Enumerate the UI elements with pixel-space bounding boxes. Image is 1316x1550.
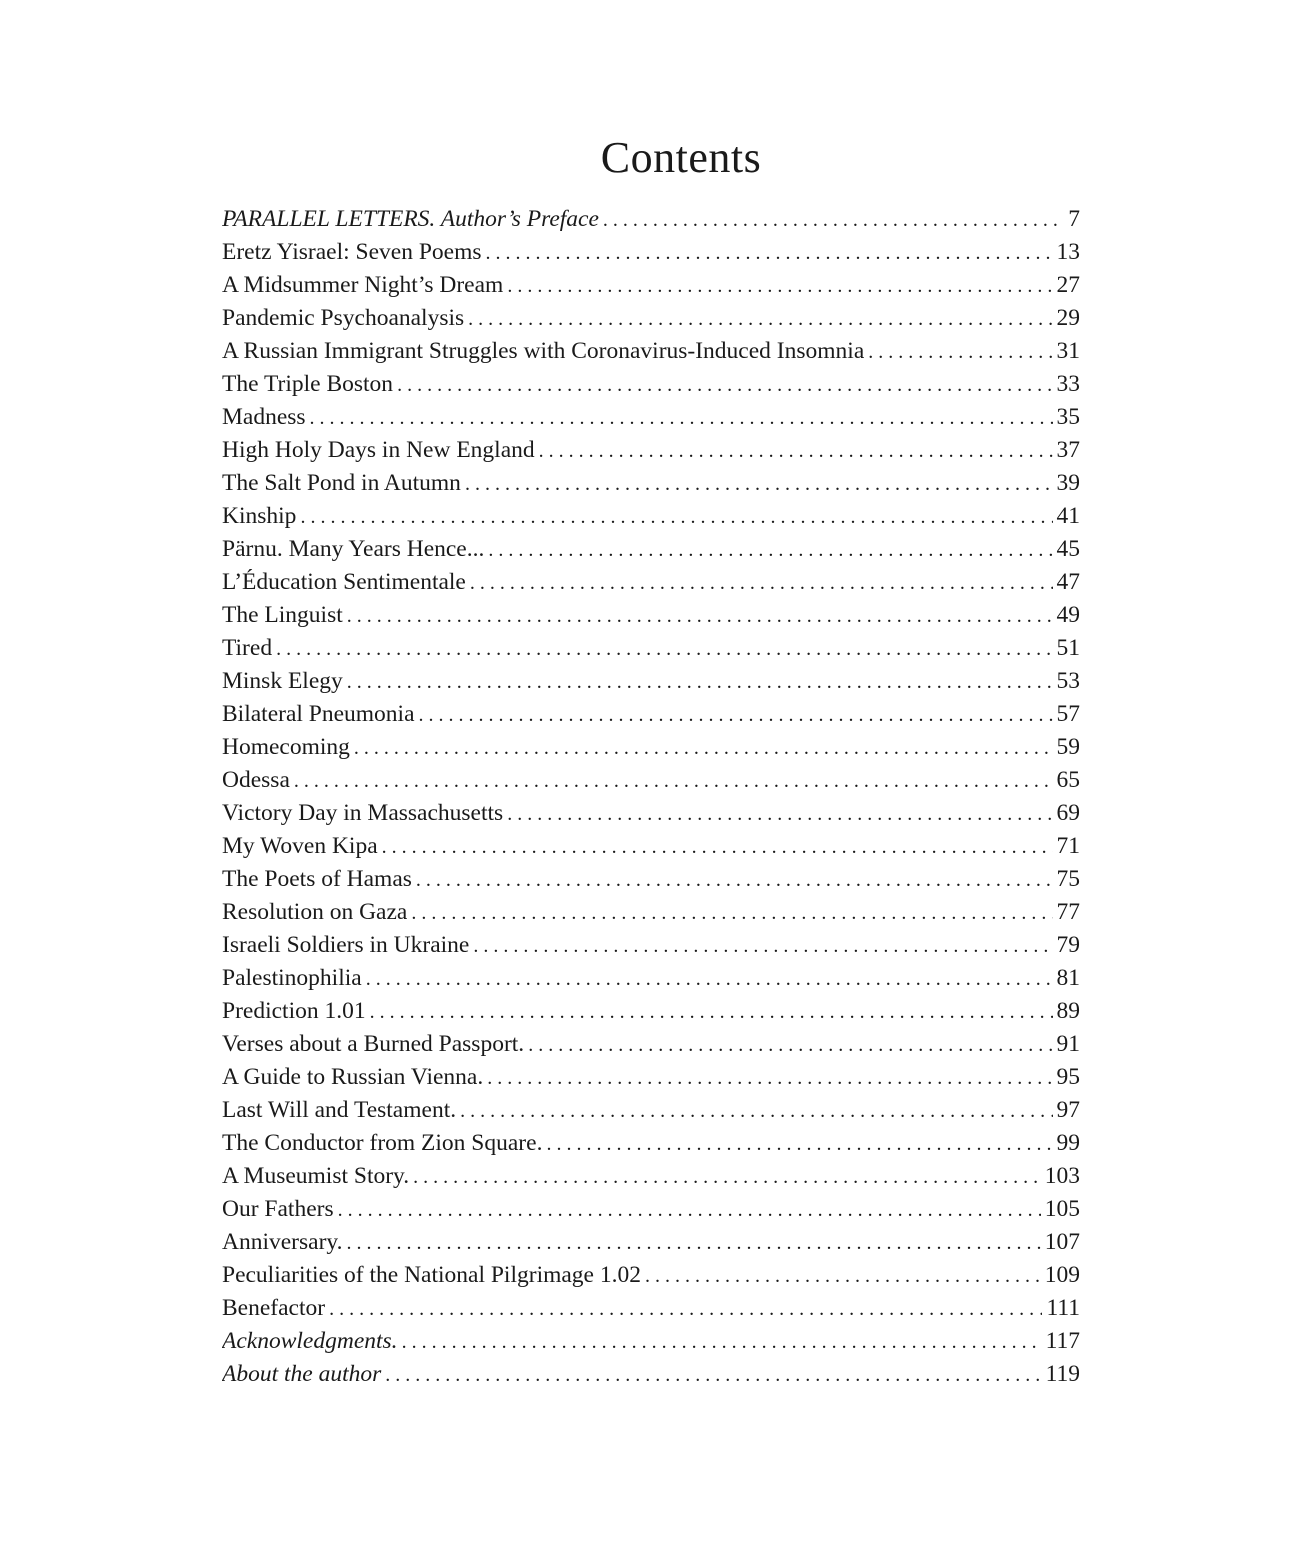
toc-entry — [222, 1193, 1080, 1226]
toc-entry-page-number: 109 — [1044, 1262, 1080, 1288]
dot-leader — [411, 897, 1052, 929]
toc-entry-page-number: 97 — [1056, 1097, 1080, 1123]
toc-entry-page-number: 51 — [1056, 635, 1080, 661]
dot-leader — [507, 798, 1052, 830]
toc-entry — [222, 731, 1080, 764]
toc-entry — [222, 698, 1080, 731]
dot-leader — [603, 204, 1064, 236]
dot-leader — [366, 963, 1053, 995]
toc-entry — [222, 533, 1080, 566]
toc-entry — [222, 1028, 1080, 1061]
toc-entry-title: The Conductor from Zion Square. — [222, 1130, 543, 1156]
toc-entry — [222, 566, 1080, 599]
dot-leader — [465, 468, 1053, 500]
toc-entry-page-number: 107 — [1044, 1229, 1080, 1255]
toc-entry — [222, 896, 1080, 929]
toc-entry-page-number: 27 — [1056, 272, 1080, 298]
toc-entry-page-number: 45 — [1056, 536, 1080, 562]
toc-entry-title: Homecoming — [222, 734, 350, 760]
toc-entry-title: Pandemic Psychoanalysis — [222, 305, 465, 331]
toc-entry-title: Acknowledgments. — [222, 1328, 398, 1354]
toc-entry-page-number: 59 — [1056, 734, 1080, 760]
dot-leader — [300, 501, 1052, 533]
toc-entry — [222, 632, 1080, 665]
toc-entry — [222, 1160, 1080, 1193]
toc-entry-title: Odessa — [222, 767, 290, 793]
dot-leader — [402, 1326, 1042, 1358]
dot-leader — [382, 831, 1053, 863]
toc-entry-title: The Poets of Hamas — [222, 866, 412, 892]
dot-leader — [354, 732, 1053, 764]
toc-entry-title: Pärnu. Many Years Hence... — [222, 536, 485, 562]
dot-leader — [487, 1062, 1052, 1094]
toc-entry — [222, 1127, 1080, 1160]
dot-leader — [413, 1161, 1041, 1193]
toc-entry-title: Bilateral Pneumonia — [222, 701, 415, 727]
toc-entry-title: Eretz Yisrael: Seven Poems — [222, 239, 482, 265]
toc-entry-page-number: 47 — [1056, 569, 1080, 595]
dot-leader — [645, 1260, 1041, 1292]
toc-entry-page-number: 49 — [1056, 602, 1080, 628]
toc-entry-title: Minsk Elegy — [222, 668, 343, 694]
page-title: Contents — [600, 133, 762, 182]
dot-leader — [338, 1194, 1041, 1226]
dot-leader — [539, 435, 1053, 467]
toc-entry — [222, 599, 1080, 632]
toc-entry-title: A Guide to Russian Vienna. — [222, 1064, 484, 1090]
toc-entry — [222, 1358, 1080, 1391]
toc-entry-page-number: 33 — [1056, 371, 1080, 397]
toc-entry — [222, 1292, 1080, 1325]
toc-entry-page-number: 39 — [1056, 470, 1080, 496]
table-of-contents — [222, 203, 1080, 1391]
toc-entry-title: Israeli Soldiers in Ukraine — [222, 932, 470, 958]
toc-entry-page-number: 35 — [1056, 404, 1080, 430]
toc-entry-title: The Triple Boston — [222, 371, 394, 397]
toc-entry-page-number: 99 — [1056, 1130, 1080, 1156]
toc-entry-page-number: 89 — [1056, 998, 1080, 1024]
toc-entry-title: Benefactor — [222, 1295, 326, 1321]
toc-entry-page-number: 105 — [1044, 1196, 1080, 1222]
dot-leader — [385, 1359, 1041, 1391]
toc-entry-page-number: 117 — [1045, 1328, 1080, 1354]
toc-entry — [222, 401, 1080, 434]
dot-leader — [528, 1029, 1052, 1061]
toc-entry-title: My Woven Kipa — [222, 833, 378, 859]
toc-entry — [222, 929, 1080, 962]
dot-leader — [347, 666, 1053, 698]
toc-entry — [222, 368, 1080, 401]
dot-leader — [470, 567, 1053, 599]
dot-leader — [419, 699, 1053, 731]
toc-entry-title: Resolution on Gaza — [222, 899, 408, 925]
toc-entry — [222, 962, 1080, 995]
toc-entry-page-number: 81 — [1056, 965, 1080, 991]
toc-entry — [222, 236, 1080, 269]
toc-entry-title: About the author — [222, 1361, 382, 1387]
toc-entry-page-number: 41 — [1056, 503, 1080, 529]
dot-leader — [468, 303, 1052, 335]
toc-entry — [222, 500, 1080, 533]
toc-entry-page-number: 95 — [1056, 1064, 1080, 1090]
toc-entry-title: Prediction 1.01 — [222, 998, 366, 1024]
dot-leader — [507, 270, 1052, 302]
toc-entry — [222, 764, 1080, 797]
toc-entry — [222, 335, 1080, 368]
toc-entry — [222, 1325, 1080, 1358]
toc-entry-title: Peculiarities of the National Pilgrimage 1.02 — [222, 1262, 641, 1288]
dot-leader — [546, 1128, 1052, 1160]
dot-leader — [486, 237, 1053, 269]
toc-entry-page-number: 75 — [1056, 866, 1080, 892]
toc-entry — [222, 797, 1080, 830]
toc-entry-title: Last Will and Testament. — [222, 1097, 457, 1123]
toc-entry-page-number: 7 — [1068, 206, 1080, 232]
toc-entry-page-number: 31 — [1056, 338, 1080, 364]
dot-leader — [294, 765, 1053, 797]
toc-entry — [222, 302, 1080, 335]
toc-entry-page-number: 53 — [1056, 668, 1080, 694]
toc-entry — [222, 1094, 1080, 1127]
toc-entry — [222, 995, 1080, 1028]
dot-leader — [370, 996, 1053, 1028]
toc-entry — [222, 434, 1080, 467]
toc-entry — [222, 665, 1080, 698]
dot-leader — [460, 1095, 1052, 1127]
toc-entry — [222, 269, 1080, 302]
dot-leader — [310, 402, 1053, 434]
toc-entry — [222, 1259, 1080, 1292]
dot-leader — [347, 1227, 1041, 1259]
dot-leader — [329, 1293, 1042, 1325]
toc-entry-title: A Midsummer Night’s Dream — [222, 272, 504, 298]
toc-entry-page-number: 79 — [1056, 932, 1080, 958]
toc-entry-title: The Linguist — [222, 602, 343, 628]
toc-entry-page-number: 29 — [1056, 305, 1080, 331]
toc-entry-page-number: 69 — [1056, 800, 1080, 826]
toc-entry-title: A Russian Immigrant Struggles with Coronavirus-Induced Insomnia — [222, 338, 865, 364]
toc-entry-page-number: 65 — [1056, 767, 1080, 793]
toc-entry — [222, 467, 1080, 500]
toc-entry-page-number: 91 — [1056, 1031, 1080, 1057]
toc-entry-title: High Holy Days in New England — [222, 437, 535, 463]
toc-entry — [222, 830, 1080, 863]
toc-entry-page-number: 13 — [1056, 239, 1080, 265]
dot-leader — [347, 600, 1053, 632]
toc-entry-title: PARALLEL LETTERS. Author’s Preface — [222, 206, 599, 232]
toc-entry-page-number: 71 — [1056, 833, 1080, 859]
toc-entry — [222, 863, 1080, 896]
toc-entry-title: Kinship — [222, 503, 297, 529]
toc-entry-title: Victory Day in Massachusetts — [222, 800, 504, 826]
toc-entry-page-number: 57 — [1056, 701, 1080, 727]
dot-leader — [416, 864, 1053, 896]
toc-entry — [222, 1061, 1080, 1094]
toc-entry-title: Palestinophilia — [222, 965, 362, 991]
toc-entry-title: L’Éducation Sentimentale — [222, 569, 466, 595]
toc-entry-page-number: 37 — [1056, 437, 1080, 463]
toc-entry — [222, 1226, 1080, 1259]
dot-leader — [488, 534, 1052, 566]
dot-leader — [276, 633, 1052, 665]
toc-entry-page-number: 103 — [1044, 1163, 1080, 1189]
toc-entry-title: Verses about a Burned Passport. — [222, 1031, 525, 1057]
dot-leader — [397, 369, 1052, 401]
toc-entry-page-number: 77 — [1056, 899, 1080, 925]
toc-entry-page-number: 111 — [1046, 1295, 1080, 1321]
toc-entry-title: Tired — [222, 635, 273, 661]
dot-leader — [868, 336, 1052, 368]
toc-entry — [222, 203, 1080, 236]
toc-entry-title: A Museumist Story. — [222, 1163, 410, 1189]
toc-entry-title: Our Fathers — [222, 1196, 334, 1222]
toc-entry-page-number: 119 — [1045, 1361, 1080, 1387]
dot-leader — [473, 930, 1052, 962]
toc-entry-title: Madness — [222, 404, 306, 430]
toc-entry-title: The Salt Pond in Autumn — [222, 470, 461, 496]
toc-entry-title: Anniversary. — [222, 1229, 343, 1255]
